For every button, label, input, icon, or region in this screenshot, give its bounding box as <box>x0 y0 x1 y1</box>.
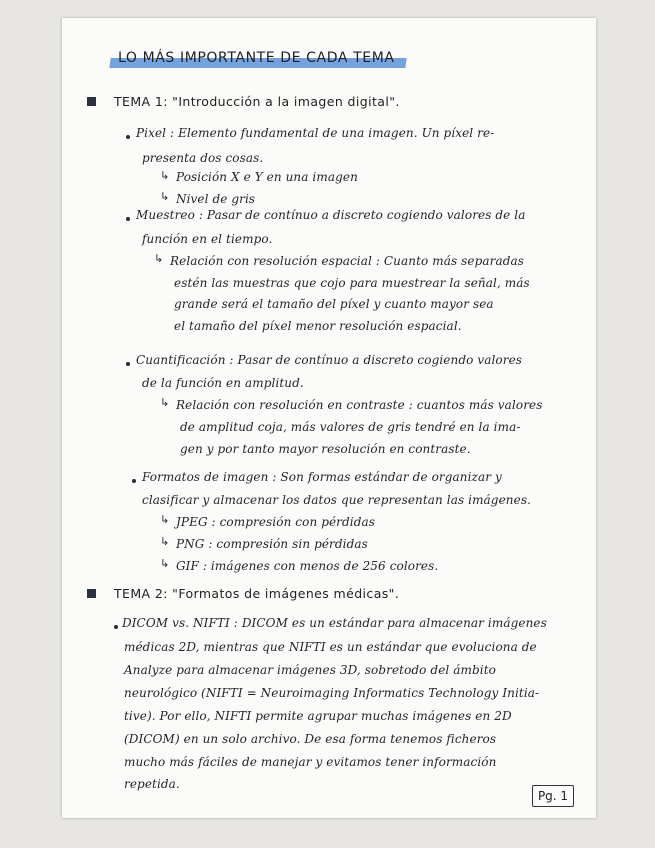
tema2-line-7: mucho más fáciles de manejar y evitamos tener información <box>124 755 497 769</box>
pixel-sub-1: Posición X e Y en una imagen <box>176 170 358 184</box>
bullet-icon <box>114 625 118 629</box>
muestreo-rel-1: Relación con resolución espacial : Cuanto más separadas <box>170 254 525 268</box>
pixel-line-2: presenta dos cosas. <box>142 151 264 165</box>
arrow-icon: ↳ <box>160 513 170 526</box>
pixel-line-1: Pixel : Elemento fundamental de una imagen. Un píxel re- <box>136 126 495 140</box>
formatos-sub-2: PNG : compresión sin pérdidas <box>176 537 368 551</box>
cuantificacion-line-1: Cuantificación : Pasar de contínuo a discreto cogiendo valores <box>136 353 523 367</box>
bullet-icon <box>126 135 130 139</box>
tema1-heading: TEMA 1: "Introducción a la imagen digital". <box>114 94 400 109</box>
arrow-icon: ↳ <box>160 190 170 203</box>
cuantificacion-rel-2: de amplitud coja, más valores de gris tendré en la ima- <box>180 420 521 434</box>
bullet-icon <box>126 217 130 221</box>
muestreo-line-1: Muestreo : Pasar de contínuo a discreto cogiendo valores de la <box>136 208 526 222</box>
tema2-line-2: médicas 2D, mientras que NIFTI es un estándar que evoluciona de <box>124 640 537 654</box>
tema2-line-6: (DICOM) en un solo archivo. De esa forma tenemos ficheros <box>124 732 497 746</box>
tema2-line-5: tive). Por ello, NIFTI permite agrupar muchas imágenes en 2D <box>124 709 512 723</box>
section-marker-icon <box>87 589 96 598</box>
page-title: LO MÁS IMPORTANTE DE CADA TEMA <box>118 50 395 66</box>
tema2-line-4: neurológico (NIFTI = Neuroimaging Informatics Technology Initia- <box>124 686 540 700</box>
notebook-page <box>62 18 596 818</box>
cuantificacion-line-2: de la función en amplitud. <box>142 376 304 390</box>
tema2-line-3: Analyze para almacenar imágenes 3D, sobretodo del ámbito <box>124 663 496 677</box>
cuantificacion-rel-1: Relación con resolución en contraste : cuantos más valores <box>176 398 543 412</box>
pixel-sub-2: Nivel de gris <box>176 192 256 206</box>
formatos-line-2: clasificar y almacenar los datos que representan las imágenes. <box>142 493 531 507</box>
bullet-icon <box>132 479 136 483</box>
arrow-icon: ↳ <box>160 396 170 409</box>
formatos-sub-1: JPEG : compresión con pérdidas <box>176 515 376 529</box>
formatos-line-1: Formatos de imagen : Son formas estándar de organizar y <box>142 470 502 484</box>
muestreo-rel-3: grande será el tamaño del píxel y cuanto mayor sea <box>174 297 494 311</box>
tema2-line-1: DICOM vs. NIFTI : DICOM es un estándar para almacenar imágenes <box>122 616 547 630</box>
arrow-icon: ↳ <box>160 535 170 548</box>
arrow-icon: ↳ <box>160 169 170 182</box>
formatos-sub-3: GIF : imágenes con menos de 256 colores. <box>176 559 439 573</box>
page-number: Pg. 1 <box>532 785 574 807</box>
section-marker-icon <box>87 97 96 106</box>
muestreo-line-2: función en el tiempo. <box>142 232 273 246</box>
muestreo-rel-2: estén las muestras que cojo para muestrear la señal, más <box>174 276 530 290</box>
tema2-heading: TEMA 2: "Formatos de imágenes médicas". <box>114 586 400 601</box>
cuantificacion-rel-3: gen y por tanto mayor resolución en contraste. <box>180 442 471 456</box>
arrow-icon: ↳ <box>154 252 164 265</box>
tema2-line-8: repetida. <box>124 777 180 791</box>
bullet-icon <box>126 362 130 366</box>
muestreo-rel-4: el tamaño del píxel menor resolución espacial. <box>174 319 462 333</box>
arrow-icon: ↳ <box>160 557 170 570</box>
